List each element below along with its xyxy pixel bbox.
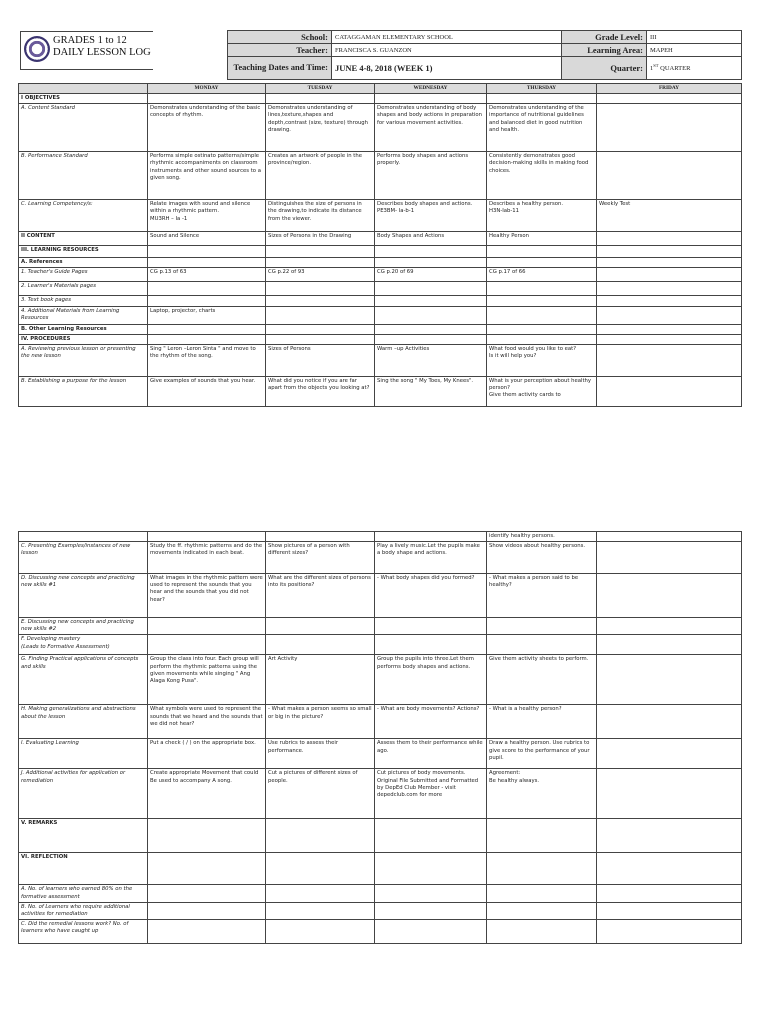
- table-row: [19, 200, 742, 232]
- table-cell: [375, 618, 487, 635]
- table-cell: [375, 282, 487, 296]
- row-label: V. REMARKS: [19, 819, 148, 853]
- table-cell: Creates an artwork of people in the province/region.: [266, 152, 375, 200]
- table-cell: - What is a healthy person?: [487, 705, 597, 739]
- day-header-monday: MONDAY: [148, 84, 266, 94]
- table-cell: What symbols were used to represent the sounds that we heard and the sounds that we did not hear?: [148, 705, 266, 739]
- logo-line-1: GRADES 1 to 12: [53, 35, 127, 46]
- table-cell: [375, 853, 487, 885]
- table-cell: Give examples of sounds that you hear.: [148, 376, 266, 406]
- table-cell: - What makes a person said to be healthy?: [487, 574, 597, 618]
- table-cell: CG p.13 of 63: [148, 268, 266, 282]
- table-cell: [487, 334, 597, 344]
- table-cell: [597, 324, 742, 334]
- row-label: A. References: [19, 258, 148, 268]
- dates-value: JUNE 4-8, 2018 (WEEK 1): [332, 57, 562, 80]
- table-cell: [266, 324, 375, 334]
- table-cell: [597, 282, 742, 296]
- table-cell: [597, 574, 742, 618]
- teacher-value: FRANCISCA S. GUANZON: [332, 44, 562, 57]
- row-label: IV. PROCEDURES: [19, 334, 148, 344]
- table-row: [19, 296, 742, 306]
- table-cell: What are the different sizes of persons into its positions?: [266, 574, 375, 618]
- table-cell: [597, 152, 742, 200]
- table-cell: identify healthy persons.: [487, 532, 597, 542]
- table-cell: [148, 853, 266, 885]
- table-cell: [375, 324, 487, 334]
- table-cell: [266, 94, 375, 104]
- table-cell: Cut a pictures of different sizes of people.: [266, 769, 375, 819]
- table-cell: [266, 334, 375, 344]
- table-row: [19, 282, 742, 296]
- table-row: [19, 152, 742, 200]
- table-cell: [597, 246, 742, 258]
- table-row: [19, 324, 742, 334]
- table-cell: [266, 902, 375, 919]
- table-cell: Sing " Leron –Leron Sinta " and move to the rhythm of the song.: [148, 344, 266, 376]
- table-cell: [375, 258, 487, 268]
- table-cell: [266, 853, 375, 885]
- table-cell: Describes body shapes and actions. PE3BM- Ia-b-1: [375, 200, 487, 232]
- row-label: 2. Learner's Materials pages: [19, 282, 148, 296]
- table-cell: [597, 104, 742, 152]
- table-row: [19, 902, 742, 919]
- row-label: B. Other Learning Resources: [19, 324, 148, 334]
- table-row: [19, 232, 742, 246]
- table-row: [19, 819, 742, 853]
- table-cell: [148, 324, 266, 334]
- table-cell: [266, 819, 375, 853]
- table-cell: Assess them to their performance while ago.: [375, 739, 487, 769]
- table-cell: Sound and Silence: [148, 232, 266, 246]
- table-cell: Performs body shapes and actions properly.: [375, 152, 487, 200]
- table-cell: [597, 296, 742, 306]
- table-cell: [487, 306, 597, 324]
- table-cell: [375, 902, 487, 919]
- row-label: D. Discussing new concepts and practicing new skills #1: [19, 574, 148, 618]
- table-cell: [597, 739, 742, 769]
- day-header-thursday: THURSDAY: [487, 84, 597, 94]
- table-cell: Laptop, projector, charts: [148, 306, 266, 324]
- table-cell: [148, 282, 266, 296]
- row-label: B. Establishing a purpose for the lesson: [19, 376, 148, 406]
- row-label: A. Content Standard: [19, 104, 148, 152]
- table-cell: [597, 94, 742, 104]
- table-cell: Sizes of Persons in the Drawing: [266, 232, 375, 246]
- table-row: [19, 258, 742, 268]
- row-label: C. Presenting Examples/instances of new lesson: [19, 542, 148, 574]
- table-cell: [375, 819, 487, 853]
- table-cell: [266, 258, 375, 268]
- table-cell: CG p.17 of 66: [487, 268, 597, 282]
- table-cell: [266, 246, 375, 258]
- table-cell: What did you notice if you are far apart from the objects you looking at?: [266, 376, 375, 406]
- table-cell: [266, 282, 375, 296]
- row-label: VI. REFLECTION: [19, 853, 148, 885]
- table-cell: [487, 618, 597, 635]
- quarter-label: Quarter:: [562, 57, 647, 80]
- table-row: [19, 306, 742, 324]
- table-cell: Study the ff. rhythmic patterns and do the movements indicated in each beat.: [148, 542, 266, 574]
- table-cell: Sizes of Persons: [266, 344, 375, 376]
- table-cell: [266, 306, 375, 324]
- table-cell: [597, 306, 742, 324]
- table-cell: Demonstrates understanding of lines,texture,shapes and depth,contrast (size, texture) through drawing.: [266, 104, 375, 152]
- table-cell: Art Activity: [266, 655, 375, 705]
- table-cell: [597, 635, 742, 655]
- table-cell: Put a check ( / ) on the appropriate box.: [148, 739, 266, 769]
- table-cell: [375, 296, 487, 306]
- day-header-tuesday: TUESDAY: [266, 84, 375, 94]
- table-cell: [148, 885, 266, 902]
- table-row: [19, 542, 742, 574]
- row-label: I OBJECTIVES: [19, 94, 148, 104]
- grade-value: III: [647, 31, 742, 44]
- row-label: G. Finding Practical applications of concepts and skills: [19, 655, 148, 705]
- table-cell: Demonstrates understanding of body shapes and body actions in preparation for various movement activities.: [375, 104, 487, 152]
- table-cell: [597, 532, 742, 542]
- table-cell: [597, 618, 742, 635]
- table-cell: [266, 532, 375, 542]
- table-cell: [597, 258, 742, 268]
- table-cell: - What body shapes did you formed?: [375, 574, 487, 618]
- table-cell: [597, 705, 742, 739]
- day-header-wednesday: WEDNESDAY: [375, 84, 487, 94]
- table-cell: [148, 258, 266, 268]
- table-cell: [487, 885, 597, 902]
- table-cell: Group the pupils into three.Let them performs body shapes and actions.: [375, 655, 487, 705]
- row-label: [19, 532, 148, 542]
- table-cell: [487, 635, 597, 655]
- table-cell: Show pictures of a person with different sizes?: [266, 542, 375, 574]
- school-label: School:: [228, 31, 332, 44]
- table-cell: [148, 618, 266, 635]
- table-cell: [597, 344, 742, 376]
- table-cell: [487, 258, 597, 268]
- table-cell: [597, 853, 742, 885]
- table-cell: [487, 282, 597, 296]
- row-label: E. Discussing new concepts and practicing new skills #2: [19, 618, 148, 635]
- table-cell: Sing the song " My Toes, My Knees".: [375, 376, 487, 406]
- table-cell: [597, 268, 742, 282]
- table-cell: [266, 296, 375, 306]
- table-row: [19, 705, 742, 739]
- row-label: 4. Additional Materials from Learning Resources: [19, 306, 148, 324]
- table-cell: Healthy Person: [487, 232, 597, 246]
- row-label: B. Performance Standard: [19, 152, 148, 200]
- table-cell: [597, 769, 742, 819]
- area-label: Learning Area:: [562, 44, 647, 57]
- table-cell: [148, 635, 266, 655]
- table-cell: [487, 819, 597, 853]
- table-cell: Warm –up Activities: [375, 344, 487, 376]
- table-cell: [487, 246, 597, 258]
- logo-line-2: DAILY LESSON LOG: [53, 47, 151, 58]
- table-cell: - What are body movements? Actions?: [375, 705, 487, 739]
- table-cell: [148, 94, 266, 104]
- table-cell: [148, 334, 266, 344]
- table-cell: [597, 902, 742, 919]
- table-cell: [375, 334, 487, 344]
- row-label: III. LEARNING RESOURCES: [19, 246, 148, 258]
- table-cell: Give them activity sheets to perform.: [487, 655, 597, 705]
- table-row: [19, 334, 742, 344]
- table-cell: [487, 324, 597, 334]
- table-cell: [375, 94, 487, 104]
- table-cell: [266, 919, 375, 943]
- table-cell: [375, 532, 487, 542]
- table-cell: Body Shapes and Actions: [375, 232, 487, 246]
- table-cell: Play a lively music.Let the pupils make a body shape and actions.: [375, 542, 487, 574]
- table-row: [19, 246, 742, 258]
- lesson-table-page-2: [18, 531, 742, 944]
- table-row: [19, 344, 742, 376]
- table-cell: [487, 919, 597, 943]
- table-row: [19, 919, 742, 943]
- table-cell: [148, 246, 266, 258]
- table-cell: [597, 376, 742, 406]
- table-cell: [597, 542, 742, 574]
- table-cell: What food would you like to eat? Is it will help you?: [487, 344, 597, 376]
- row-label: II CONTENT: [19, 232, 148, 246]
- table-cell: [266, 618, 375, 635]
- table-cell: Create appropriate Movement that could Be used to accompany A song.: [148, 769, 266, 819]
- table-cell: Performs simple ostinato patterns/simple rhythmic accompaniments on classroom instruments and other sound sources to a given song.: [148, 152, 266, 200]
- table-cell: [375, 919, 487, 943]
- table-row: [19, 769, 742, 819]
- table-cell: [375, 306, 487, 324]
- table-cell: Weekly Test: [597, 200, 742, 232]
- table-cell: [148, 919, 266, 943]
- table-row: [19, 104, 742, 152]
- table-cell: What is your perception about healthy person? Give them activity cards to: [487, 376, 597, 406]
- table-row: [19, 635, 742, 655]
- grade-label: Grade Level:: [562, 31, 647, 44]
- table-row: [19, 739, 742, 769]
- table-cell: [487, 853, 597, 885]
- deped-logo-block: [20, 31, 153, 70]
- day-header-row: [19, 84, 742, 94]
- table-cell: [597, 919, 742, 943]
- school-value: CATAGGAMAN ELEMENTARY SCHOOL: [332, 31, 562, 44]
- teacher-label: Teacher:: [228, 44, 332, 57]
- row-label: B. No. of Learners who require additional activities for remediation: [19, 902, 148, 919]
- table-cell: CG p.20 of 69: [375, 268, 487, 282]
- table-cell: What images in the rhythmic pattern were used to represent the sounds that you hear and the sounds that you did not hear?: [148, 574, 266, 618]
- day-header-friday: FRIDAY: [597, 84, 742, 94]
- table-cell: [597, 885, 742, 902]
- row-label: I. Evaluating Learning: [19, 739, 148, 769]
- row-label: 1. Teacher's Guide Pages: [19, 268, 148, 282]
- table-cell: [597, 819, 742, 853]
- table-cell: Relate images with sound and silence within a rhythmic pattern. MU3RH – Ia -1: [148, 200, 266, 232]
- table-row: [19, 574, 742, 618]
- row-label: A. Reviewing previous lesson or presenting the new lesson: [19, 344, 148, 376]
- table-cell: CG p.22 of 93: [266, 268, 375, 282]
- table-cell: [148, 532, 266, 542]
- table-row: [19, 853, 742, 885]
- table-row: [19, 655, 742, 705]
- table-cell: [375, 635, 487, 655]
- row-label: F. Developing mastery (Leads to Formative Assessment): [19, 635, 148, 655]
- table-cell: Use rubrics to assess their performance.: [266, 739, 375, 769]
- table-cell: Show videos about healthy persons.: [487, 542, 597, 574]
- table-cell: [148, 902, 266, 919]
- table-cell: - What makes a person seems so small or big in the picture?: [266, 705, 375, 739]
- table-row: [19, 618, 742, 635]
- lesson-meta-table: [227, 30, 742, 80]
- table-cell: Group the class into four. Each group will perform the rhythmic patterns using the given movements while singing " Ang Alaga Kong Pusa".: [148, 655, 266, 705]
- table-cell: Describes a healthy person. H3N-Iab-11: [487, 200, 597, 232]
- table-row: [19, 885, 742, 902]
- table-cell: [597, 655, 742, 705]
- table-cell: Demonstrates understanding of the basic concepts of rhythm.: [148, 104, 266, 152]
- quarter-value: 1ST QUARTER: [647, 57, 742, 80]
- table-cell: [266, 885, 375, 902]
- table-cell: [487, 296, 597, 306]
- row-label: H. Making generalizations and abstractions about the lesson: [19, 705, 148, 739]
- table-row: [19, 376, 742, 406]
- table-row: [19, 94, 742, 104]
- header-blank: [19, 84, 148, 94]
- dates-label: Teaching Dates and Time:: [228, 57, 332, 80]
- table-cell: [266, 635, 375, 655]
- table-cell: [597, 334, 742, 344]
- table-cell: Distinguishes the size of persons in the drawing,to indicate its distance from the viewer.: [266, 200, 375, 232]
- table-cell: [487, 94, 597, 104]
- table-cell: Agreement: Be healthy always.: [487, 769, 597, 819]
- table-cell: [487, 902, 597, 919]
- row-label: C. Did the remedial lessons work? No. of learners who have caught up: [19, 919, 148, 943]
- deped-seal-icon: [24, 36, 50, 62]
- row-label: 3. Text book pages: [19, 296, 148, 306]
- table-cell: Consistently demonstrates good decision-making skills in making food choices.: [487, 152, 597, 200]
- table-row: [19, 268, 742, 282]
- table-cell: [375, 885, 487, 902]
- table-cell: [148, 296, 266, 306]
- table-cell: Draw a healthy person. Use rubrics to give score to the performance of your pupil.: [487, 739, 597, 769]
- table-cell: Demonstrates understanding of the importance of nutritional guidelines and balanced diet in good nutrition and health.: [487, 104, 597, 152]
- lesson-table-page-1: [18, 83, 742, 407]
- table-row: [19, 532, 742, 542]
- table-cell: [148, 819, 266, 853]
- table-cell: [597, 232, 742, 246]
- table-cell: [375, 246, 487, 258]
- table-cell: Cut pictures of body movements. Original File Submitted and Formatted by DepEd Club Member - visit depedclub.com for more: [375, 769, 487, 819]
- row-label: C. Learning Competency/s:: [19, 200, 148, 232]
- row-label: J. Additional activities for application or remediation: [19, 769, 148, 819]
- area-value: MAPEH: [647, 44, 742, 57]
- row-label: A. No. of learners who earned 80% on the formative assessment: [19, 885, 148, 902]
